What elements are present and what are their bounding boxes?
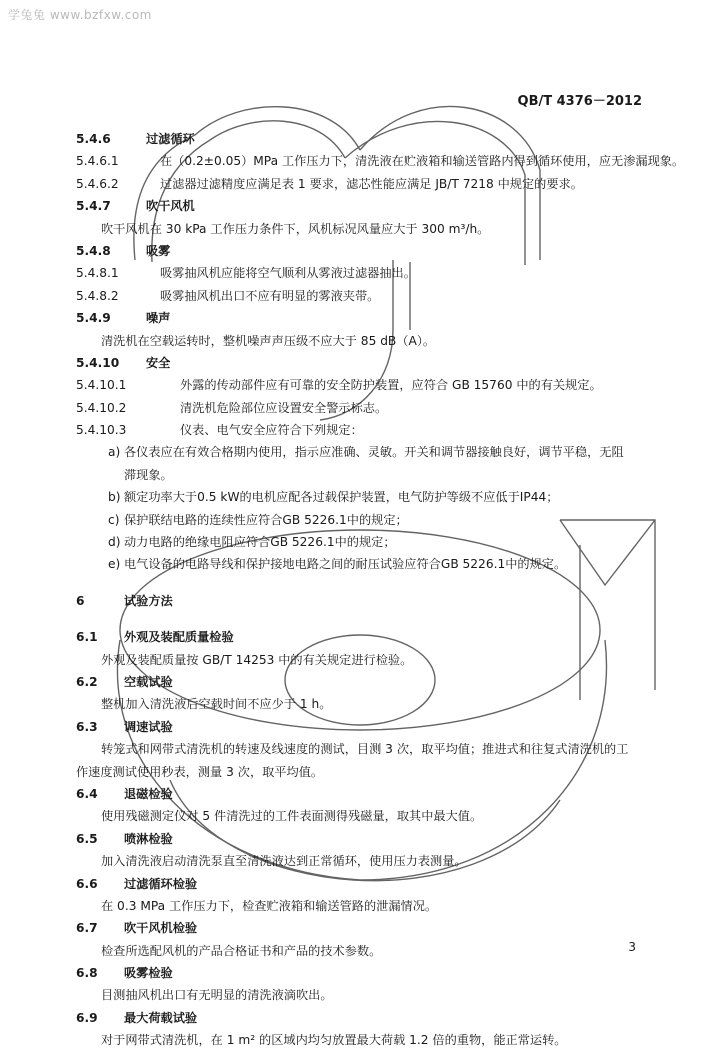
section-heading (76, 716, 656, 738)
clause-number: 5.4.10 (76, 355, 120, 370)
heading-text: 安全 (146, 355, 171, 370)
paragraph-line (76, 486, 656, 508)
paragraph-line (76, 441, 656, 463)
clause-text: 在 0.3 MPa 工作压力下，检查贮液箱和输送管路的泄漏情况。 (101, 898, 438, 913)
heading-text: 过滤循环检验 (124, 876, 198, 891)
section-spacer (76, 612, 656, 626)
section-heading (76, 240, 656, 262)
paragraph-line (76, 285, 656, 307)
clause-text: 对于网带式清洗机，在 1 m² 的区域内均匀放置最大荷载 1.2 倍的重物，能正常运转。 (101, 1033, 567, 1048)
section-heading (76, 962, 656, 984)
paragraph-line (76, 1029, 656, 1051)
clause-number: 6.9 (76, 1010, 98, 1025)
paragraph-line (76, 940, 656, 962)
paragraph-line (76, 553, 656, 575)
heading-text: 吹干风机 (146, 199, 195, 214)
section-heading (76, 307, 656, 329)
heading-text: 吸雾 (146, 243, 171, 258)
section-spacer (76, 576, 656, 590)
paragraph-line (76, 850, 656, 872)
section-heading (76, 828, 656, 850)
clause-number: 6.8 (76, 966, 98, 981)
clause-text: 吹干风机在 30 kPa 工作压力条件下，风机标况风量应大于 300 m³/h。 (101, 221, 490, 236)
clause-number: 6.3 (76, 719, 98, 734)
section-heading (76, 590, 656, 612)
clause-text: 检查所选配风机的产品合格证书和产品的技术参数。 (101, 943, 382, 958)
heading-text: 外观及装配质量检验 (124, 630, 234, 645)
paragraph-line (76, 693, 656, 715)
clause-text: 清洗机在空载运转时，整机噪声声压级不应大于 85 dB（A）。 (101, 333, 436, 348)
clause-text: 作速度测试使用秒表，测量 3 次，取平均值。 (76, 764, 324, 779)
section-heading (76, 873, 656, 895)
heading-text: 噪声 (146, 311, 171, 326)
clause-text: 整机加入清洗液后空载时间不应少于 1 h。 (101, 697, 332, 712)
clause-text: 吸雾抽风机出口不应有明显的雾液夹带。 (160, 288, 380, 303)
clause-number: 5.4.8.1 (76, 266, 119, 281)
list-label: a) (108, 445, 121, 460)
clause-text: 仪表、电气安全应符合下列规定： (180, 423, 363, 438)
paragraph-line (76, 761, 656, 783)
clause-text: 清洗机危险部位应设置安全警示标志。 (180, 400, 388, 415)
clause-number: 5.4.6.2 (76, 176, 119, 191)
paragraph-line (76, 984, 656, 1006)
clause-number: 5.4.9 (76, 311, 111, 326)
clause-text: 电气设备的电路导线和保护接地电路之间的耐压试验应符合GB 5226.1中的规定。 (124, 557, 567, 572)
clause-text: 使用残磁测定仪对 5 件清洗过的工件表面测得残磁量，取其中最大值。 (101, 809, 483, 824)
clause-number: 5.4.6 (76, 132, 111, 146)
clause-number: 5.4.10.3 (76, 423, 127, 438)
paragraph-line (76, 738, 656, 760)
section-heading (76, 195, 656, 217)
clause-number: 5.4.8.2 (76, 288, 119, 303)
clause-text: 动力电路的绝缘电阻应符合GB 5226.1中的规定； (124, 535, 396, 550)
paragraph-line (76, 464, 656, 486)
list-label: b) (108, 490, 121, 505)
heading-text: 退磁检验 (124, 786, 173, 801)
section-heading (76, 128, 656, 150)
paragraph-line (76, 531, 656, 553)
clause-text: 过滤器过滤精度应满足表 1 要求，滤芯性能应满足 JB/T 7218 中规定的要求。 (160, 176, 583, 191)
list-label: d) (108, 535, 121, 550)
section-heading (76, 917, 656, 939)
heading-text: 吹干风机检验 (124, 921, 198, 936)
clause-number: 6.5 (76, 831, 98, 846)
section-heading (76, 626, 656, 648)
standard-code-header: QB/T 4376－2012 (517, 94, 642, 109)
section-heading (76, 671, 656, 693)
clause-text: 滞现象。 (124, 467, 173, 482)
clause-text: 转笼式和网带式清洗机的转速及线速度的测试，目测 3 次，取平均值；推进式和往复式清洗机的工 (101, 742, 629, 757)
paragraph-line (76, 262, 656, 284)
paragraph-line (76, 419, 656, 441)
section-heading (76, 1007, 656, 1029)
clause-text: 加入清洗液启动清洗泵直至清洗液达到正常循环，使用压力表测量。 (101, 854, 467, 869)
paragraph-line (76, 895, 656, 917)
clause-text: 在（0.2±0.05）MPa 工作压力下，清洗液在贮液箱和输送管路内得到循环使用，应无渗漏现象。 (160, 154, 685, 169)
clause-text: 各仪表应在有效合格期内使用，指示应准确、灵敏。开关和调节器接触良好，调节平稳，无阻 (124, 445, 624, 460)
heading-text: 最大荷载试验 (124, 1010, 198, 1025)
paragraph-line (76, 397, 656, 419)
heading-text: 喷淋检验 (124, 831, 173, 846)
heading-text: 调速试验 (124, 719, 173, 734)
list-label: c) (108, 512, 120, 527)
section-heading (76, 352, 656, 374)
clause-number: 5.4.6.1 (76, 154, 119, 169)
clause-number: 6.1 (76, 630, 98, 645)
clause-text: 外观及装配质量按 GB/T 14253 中的有关规定进行检验。 (101, 652, 413, 667)
heading-text: 吸雾检验 (124, 966, 173, 981)
site-watermark: 学兔兔 www.bzfxw.com (8, 8, 152, 22)
clause-text: 保护联结电路的连续性应符合GB 5226.1中的规定； (124, 512, 408, 527)
paragraph-line (76, 173, 656, 195)
clause-text: 额定功率大于0.5 kW的电机应配各过载保护装置，电气防护等级不应低于IP44； (124, 490, 559, 505)
clause-number: 5.4.7 (76, 199, 111, 214)
paragraph-line (76, 330, 656, 352)
heading-text: 试验方法 (124, 593, 173, 608)
paragraph-line (76, 374, 656, 396)
clause-text: 外露的传动部件应有可靠的安全防护装置，应符合 GB 15760 中的有关规定。 (180, 378, 602, 393)
clause-number: 6.2 (76, 674, 98, 689)
heading-text: 空载试验 (124, 674, 173, 689)
clause-number: 5.4.8 (76, 243, 111, 258)
clause-text: 目测抽风机出口有无明显的清洗液滴吹出。 (101, 988, 333, 1003)
clause-text: 吸雾抽风机应能将空气顺利从雾液过滤器抽出。 (160, 266, 416, 281)
clause-number: 6.6 (76, 876, 98, 891)
clause-number: 6.7 (76, 921, 98, 936)
clause-number: 6 (76, 593, 85, 608)
paragraph-line (76, 649, 656, 671)
list-label: e) (108, 557, 121, 572)
paragraph-line (76, 150, 685, 172)
clause-number: 5.4.10.1 (76, 378, 127, 393)
clause-number: 6.4 (76, 786, 98, 801)
paragraph-line (76, 509, 656, 531)
paragraph-line (76, 218, 656, 240)
clause-number: 5.4.10.2 (76, 400, 127, 415)
page-number: 3 (628, 940, 636, 954)
heading-text: 过滤循环 (146, 132, 195, 146)
document-body (76, 128, 685, 1052)
section-heading (76, 783, 656, 805)
paragraph-line (76, 805, 656, 827)
